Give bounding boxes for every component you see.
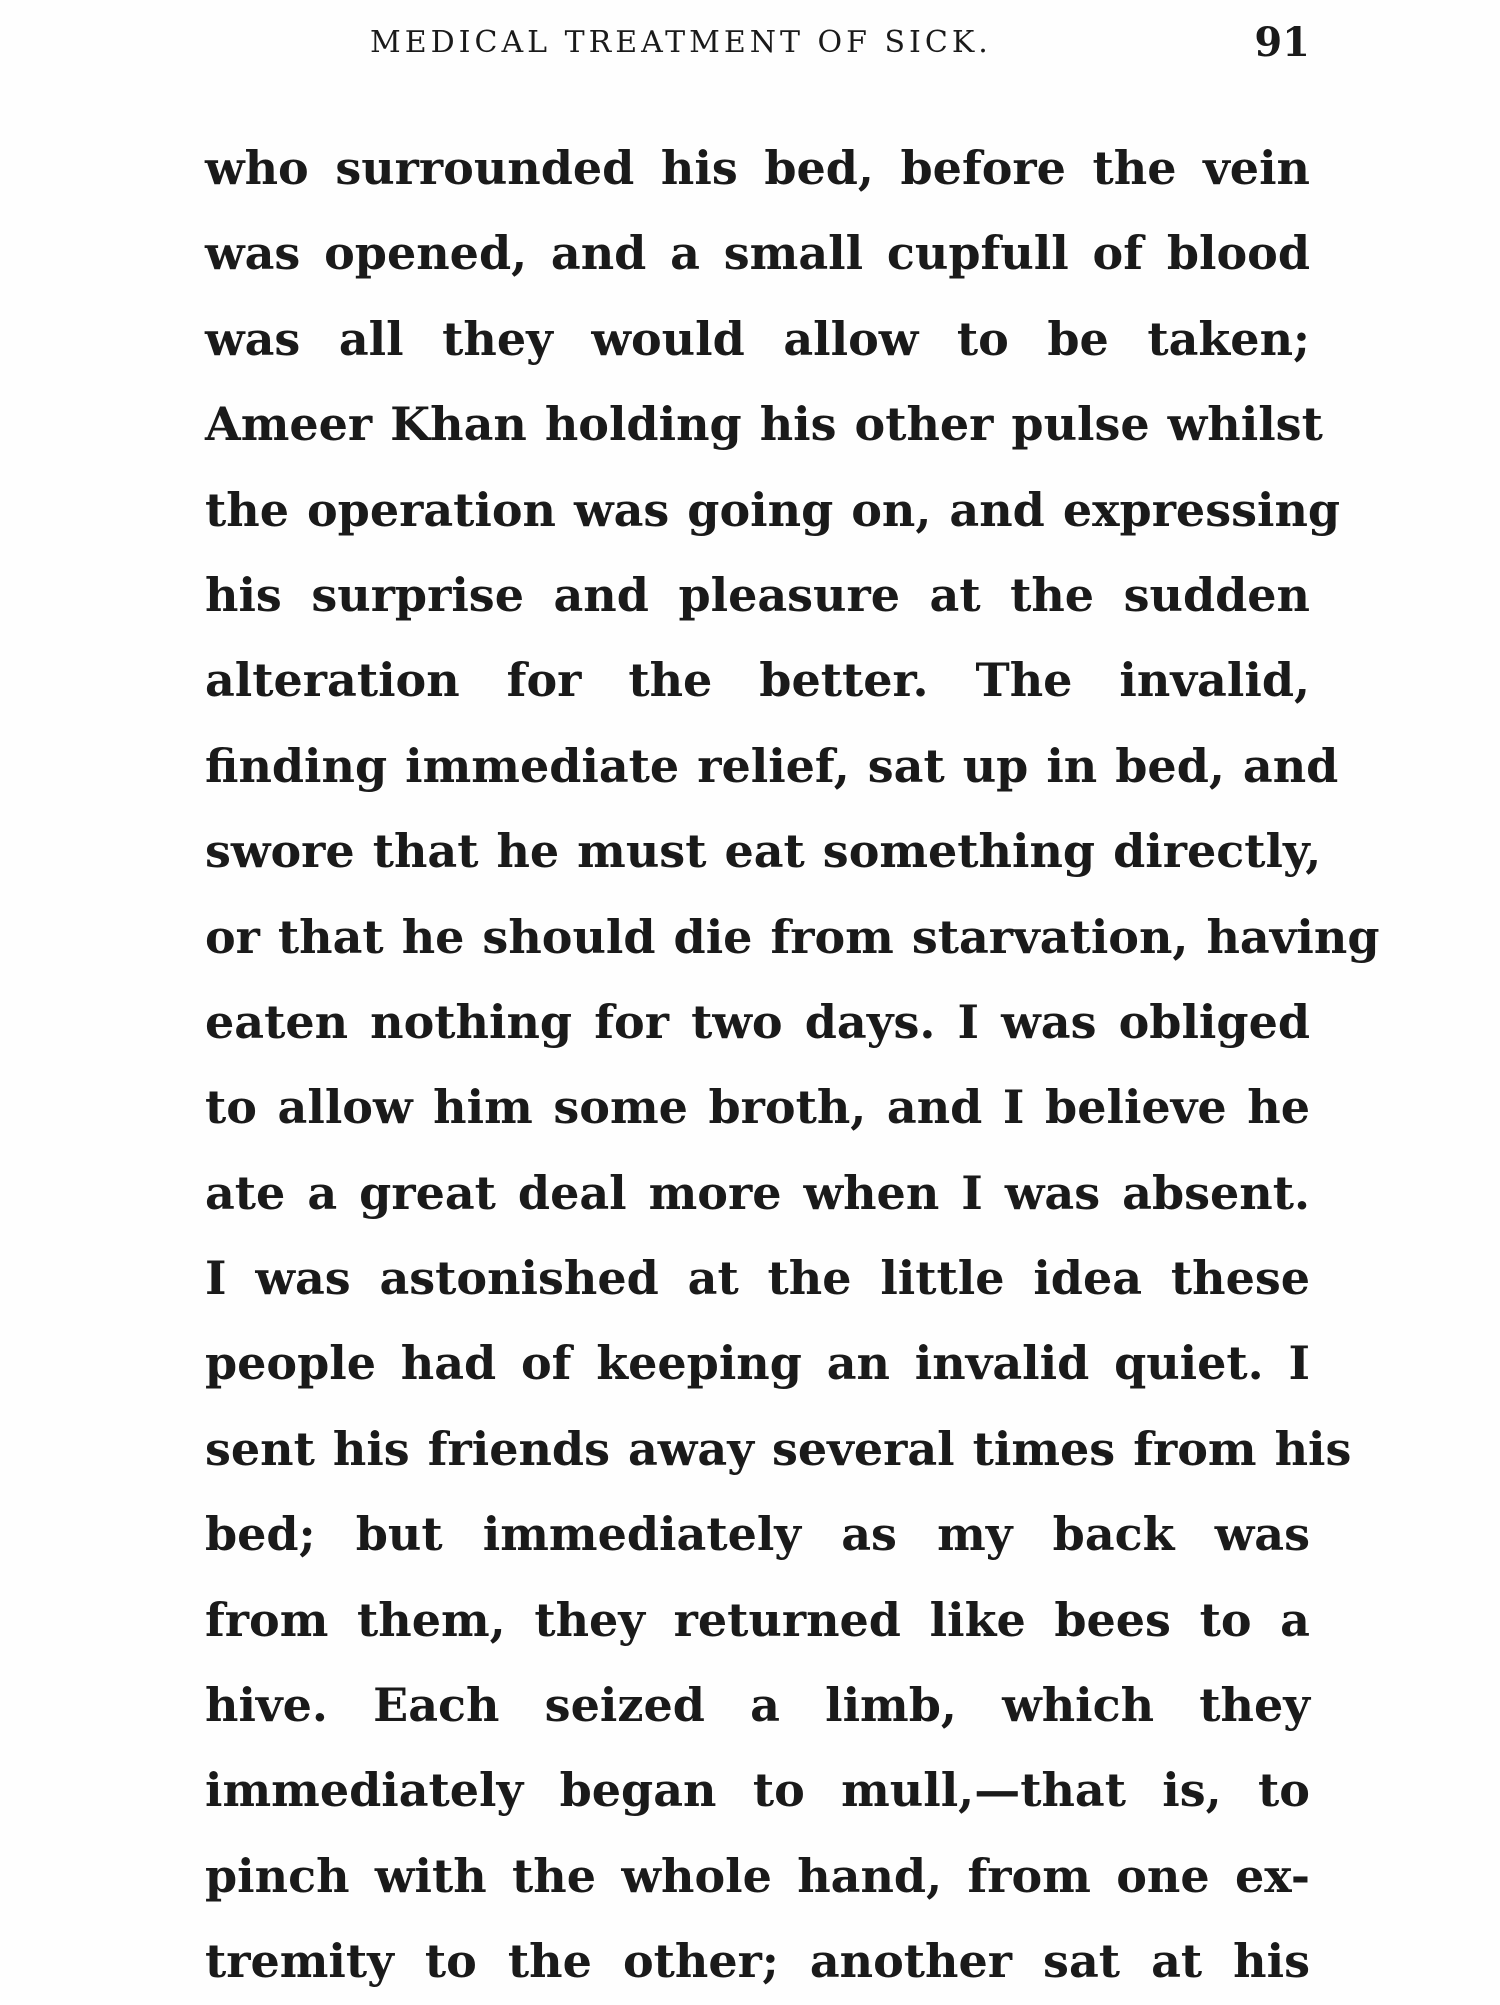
text-line: was all they would allow to be taken;	[205, 311, 1310, 366]
text-line: immediately began to mull,—that is, to	[205, 1763, 1310, 1818]
text-line: was opened, and a small cupfull of blood	[205, 226, 1310, 281]
text-line: finding immediate relief, sat up in bed, and	[205, 738, 1339, 793]
text-line: alteration for the better. The invalid,	[205, 653, 1310, 708]
text-line: to allow him some broth, and I believe he	[205, 1080, 1310, 1135]
text-line: from them, they returned like bees to a	[205, 1592, 1310, 1647]
text-line: sent his friends away several times from his	[205, 1421, 1352, 1476]
text-line: ate a great deal more when I was absent.	[205, 1165, 1310, 1220]
text-line: swore that he must eat something directly,	[205, 824, 1322, 879]
text-line: the operation was going on, and expressing	[205, 482, 1341, 537]
text-line: pinch with the whole hand, from one ex-	[205, 1848, 1310, 1903]
text-line: bed; but immediately as my back was	[205, 1507, 1310, 1562]
running-head	[370, 12, 1310, 72]
body-text	[205, 126, 1380, 2005]
text-line: Ameer Khan holding his other pulse whilst	[205, 397, 1323, 452]
page-number: 91	[1254, 18, 1310, 66]
text-line: his surprise and pleasure at the sudden	[205, 567, 1310, 622]
text-line: tremity to the other; another sat at his	[205, 1934, 1310, 1989]
text-line: hive. Each seized a limb, which they	[205, 1678, 1310, 1733]
text-line: who surrounded his bed, before the vein	[205, 141, 1310, 195]
text-line: or that he should die from starvation, having	[205, 909, 1380, 964]
text-line: people had of keeping an invalid quiet. I	[205, 1336, 1310, 1391]
running-title: MEDICAL TREATMENT OF SICK.	[370, 24, 992, 60]
text-line: I was astonished at the little idea these	[205, 1251, 1310, 1306]
text-line: eaten nothing for two days. I was obliged	[205, 994, 1310, 1049]
